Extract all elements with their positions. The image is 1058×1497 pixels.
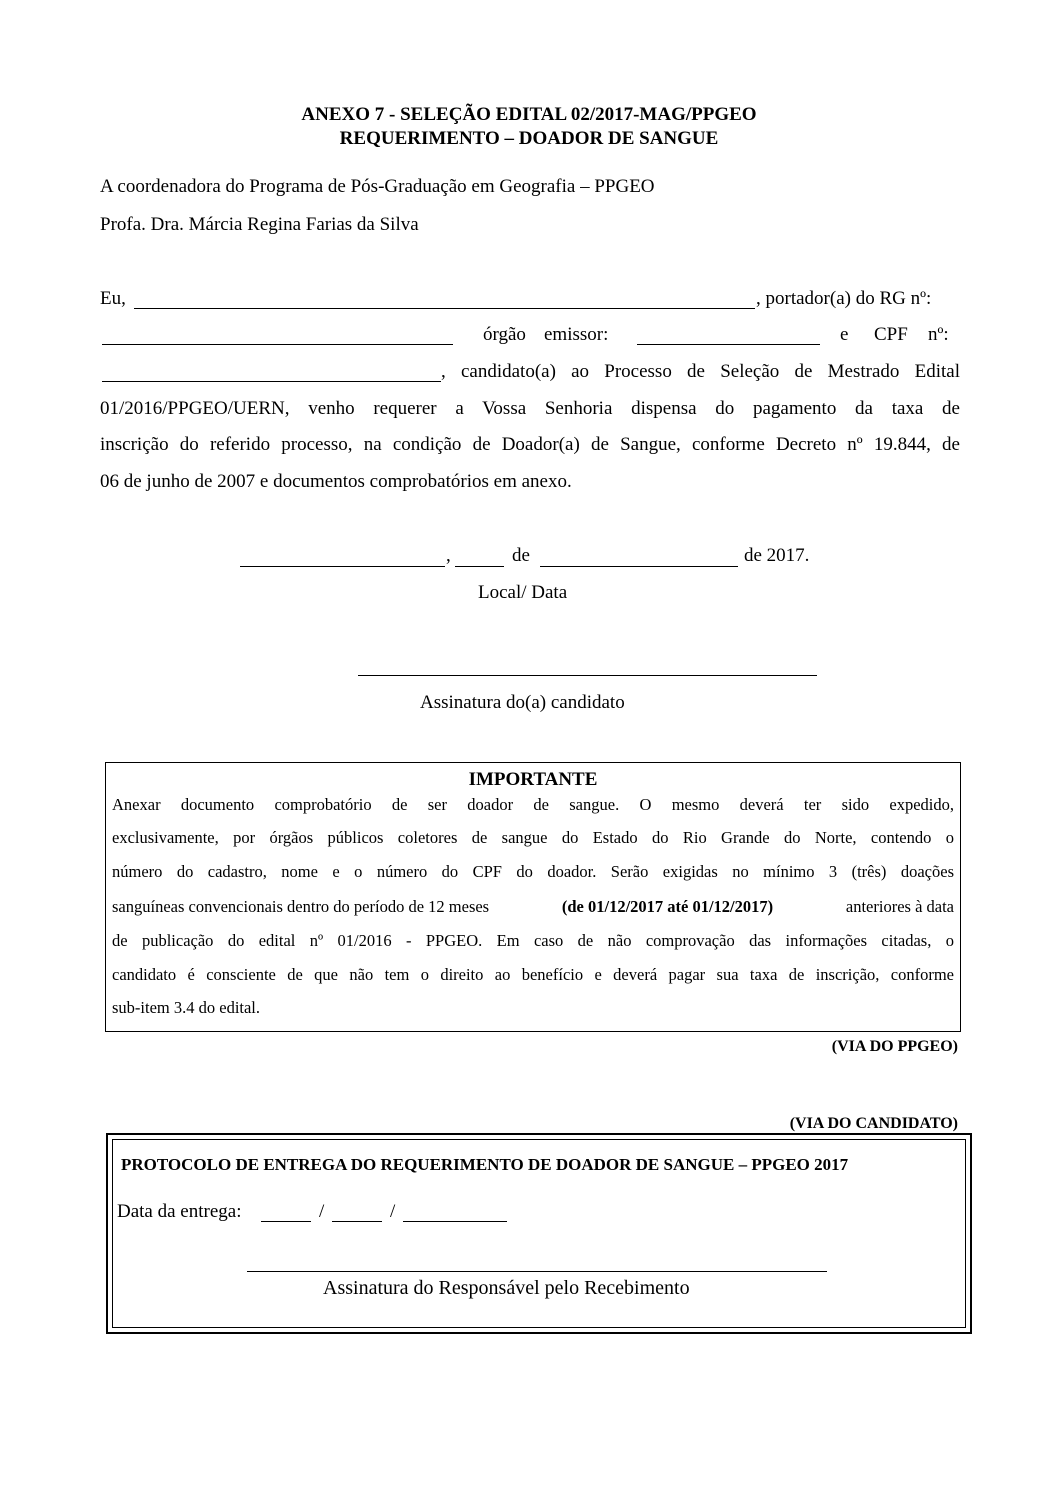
emissor-label: emissor: (544, 324, 609, 345)
via-ppgeo-label: (VIA DO PPGEO) (831, 1038, 958, 1055)
date-slash-2: / (390, 1201, 396, 1222)
body-line-4: 01/2016/PPGEO/UERN, venho requerer a Vossa Senhoria dispensa do pagamento da taxa de (100, 398, 960, 419)
e-label: e (840, 324, 849, 345)
candidate-signature-line[interactable] (358, 675, 817, 676)
delivery-month-blank[interactable] (332, 1221, 382, 1222)
receiver-signature-caption: Assinatura do Responsável pelo Recebimento (323, 1277, 690, 1299)
date-de-label: de (512, 545, 530, 566)
rg-label: , portador(a) do RG nº: (756, 288, 932, 309)
important-line-7: sub-item 3.4 do edital. (112, 998, 261, 1017)
important-line-4c: anteriores à data (845, 897, 954, 916)
via-candidato-label: (VIA DO CANDIDATO) (789, 1115, 958, 1132)
important-line-4 (112, 897, 954, 917)
important-line-4a: sanguíneas convencionais dentro do período de 12 meses (112, 897, 490, 916)
eu-label: Eu, (100, 288, 126, 309)
important-box (105, 762, 961, 1032)
cpf-blank[interactable] (102, 381, 441, 382)
date-slash-1: / (319, 1201, 325, 1222)
important-line-3: número do cadastro, nome e o número do CPF do doador. Serão exigidas no mínimo 3 (três) doações (112, 862, 954, 881)
document-subtitle: REQUERIMENTO – DOADOR DE SANGUE (339, 128, 719, 149)
receiver-signature-line[interactable] (247, 1271, 827, 1272)
body-line-5: inscrição do referido processo, na condição de Doador(a) de Sangue, conforme Decreto nº 19.844, de (100, 434, 960, 455)
rg-blank[interactable] (102, 344, 453, 345)
candidate-text: , candidato(a) ao Processo de Seleção de Mestrado Edital (441, 361, 960, 382)
candidate-signature-caption: Assinatura do(a) candidato (420, 692, 625, 713)
orgao-label: órgão (483, 324, 526, 345)
date-year-label: de 2017. (744, 545, 810, 566)
local-data-caption: Local/ Data (478, 582, 568, 603)
cpf-label: CPF (874, 324, 908, 345)
delivery-date-label: Data da entrega: (117, 1201, 242, 1222)
important-dates: (de 01/12/2017 até 01/12/2017) (561, 897, 774, 916)
important-title: IMPORTANTE (468, 769, 598, 790)
day-blank[interactable] (455, 566, 504, 567)
important-line-1: Anexar documento comprobatório de ser doador de sangue. O mesmo deverá ter sido expedido, (112, 795, 954, 814)
important-line-2: exclusivamente, por órgãos públicos coletores de sangue do Estado do Rio Grande do Norte, contendo o (112, 828, 954, 847)
addressee-line-2: Profa. Dra. Márcia Regina Farias da Silva (100, 214, 419, 235)
local-blank[interactable] (240, 566, 445, 567)
date-comma: , (446, 545, 451, 566)
document-title: ANEXO 7 - SELEÇÃO EDITAL 02/2017-MAG/PPGEO (301, 104, 757, 125)
month-blank[interactable] (540, 566, 738, 567)
protocol-box (106, 1133, 972, 1334)
cpf-no-label: nº: (928, 324, 949, 345)
protocol-title: PROTOCOLO DE ENTREGA DO REQUERIMENTO DE DOADOR DE SANGUE – PPGEO 2017 (121, 1155, 849, 1174)
important-line-5: de publicação do edital nº 01/2016 - PPGEO. Em caso de não comprovação das informações citadas, o (112, 931, 954, 950)
addressee-line-1: A coordenadora do Programa de Pós-Graduação em Geografia – PPGEO (100, 176, 655, 197)
delivery-year-blank[interactable] (403, 1221, 507, 1222)
delivery-day-blank[interactable] (261, 1221, 311, 1222)
protocol-inner-frame (112, 1139, 966, 1328)
important-line-6: candidato é consciente de que não tem o direito ao benefício e deverá pagar sua taxa de inscrição, conforme (112, 965, 954, 984)
name-blank[interactable] (134, 308, 755, 309)
body-line-6: 06 de junho de 2007 e documentos comprobatórios em anexo. (100, 471, 572, 492)
orgao-emissor-blank[interactable] (637, 344, 820, 345)
